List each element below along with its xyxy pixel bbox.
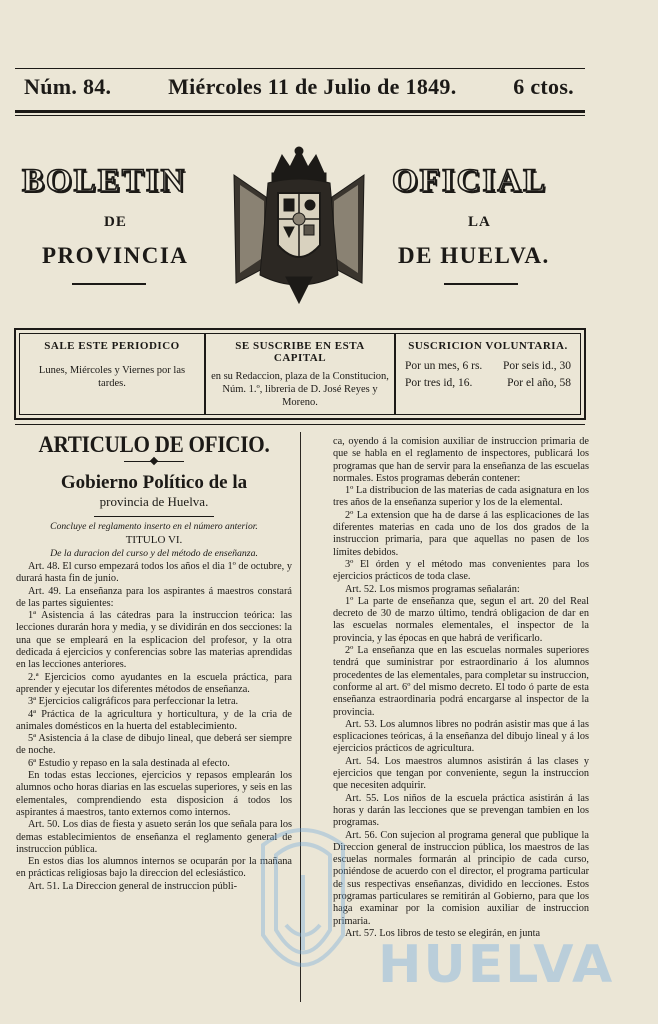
coat-of-arms-icon [226, 145, 372, 305]
paragraph: 3ª Ejercicios caligráficos para perfeccionar la letra. [28, 696, 239, 708]
prices-row-2 [401, 375, 575, 392]
paragraph: 2º La extension que ha de darse á las esplicaciones de las diferentes materias en cada uno de los dos grados de la instruccion primaria, para que aquellas no pasen de los límites debidos. [333, 509, 589, 558]
top-rule [15, 68, 585, 69]
subscription-col-where [206, 334, 396, 414]
price-one-month: Por un mes, 6 rs. [405, 360, 483, 372]
title-de-huelva: DE HUELVA. [398, 243, 550, 268]
paragraph: En estos dias los alumnos internos se ocuparán por la mañana en prácticas religiosas bajo la direccion del eclesiástico. [16, 856, 292, 880]
paragraph: 2º La enseñanza que en las escuelas normales superiores tendrá que suministrar por estraordinario á los alumnos procedentes de las elementales, para completar su instruccion, conforme al art. 6º del mismo decreto. El todo ó parte de esta enseñanza estraordinaria podrá encargarse al inspector de la provincia. [333, 645, 589, 718]
price-six-months: Por seis id., 30 [502, 360, 571, 372]
paragraph: 1º La distribucion de las materias de cada asignatura en los tres años de la enseñanza superior y los de la elemental. [333, 485, 589, 509]
paragraph: 5ª Asistencia á la clase de dibujo lineal, que deberá ser siempre de noche. [16, 733, 292, 757]
prices-heading: SUSCRICION VOLUNTARIA. [408, 340, 568, 352]
paragraph: Art. 53. Los alumnos libres no podrán asistir mas que á las esplicaciones teóricas, á la enseñanza del dibujo lineal y á los ejercicios prácticos de agricultura. [333, 718, 589, 755]
titulo-heading: TITULO VI. [125, 534, 183, 546]
paragraph: Art. 52. Los mismos programas señalarán: [345, 583, 520, 595]
paragraph: 1ª Asistencia á las cátedras para la instruccion teórica: las lecciones durarán hora y media, y se dividirán en dos secciones: la una que se empleará en la esplicacion del profesor, y la otra dedicada á ejercicios y conferencias sobre las materias aprendidas en las lecciones anteriores. [16, 610, 292, 671]
paragraph: 6ª Estudio y repaso en la sala destinada al efecto. [28, 757, 230, 769]
gobierno-heading: Gobierno Político de la [60, 472, 248, 493]
paragraph: 3º El órden y el método mas convenientes para los ejercicios prácticos de toda clase. [333, 558, 589, 583]
issue-price: 6 ctos. [513, 74, 574, 99]
paragraph: Art. 49. La enseñanza para los aspirantes á maestros constará de las partes siguientes: [16, 585, 292, 609]
price-three-months: Por tres id, 16. [405, 377, 473, 389]
gobierno-subheading: provincia de Huelva. [99, 494, 209, 509]
title-oficial: OFICIAL [392, 163, 548, 199]
dateline [24, 74, 574, 100]
heading-rule [94, 516, 214, 517]
title-boletin: BOLETIN [22, 163, 187, 199]
subscription-col-schedule [20, 334, 206, 414]
paragraph: 4ª Práctica de la agricultura y horticultura, y de la cria de animales domésticos en la huerta del establecimiento. [16, 708, 292, 732]
paragraph: Art. 57. Los libros de testo se elegirán, en junta [345, 927, 541, 939]
prices-row-1 [401, 358, 575, 375]
paragraph: Art. 56. Con sujecion al programa general que publique la Direccion general de instruccion pública, los maestros de las escuelas normales formarán al principio de cada curso, poniéndose de acuerdo con el director, el programa particular de sus respectivas enseñanzas, dividido en lecciones. Estos programas particulares se remitirán al Gobierno, para que los haga examinar por la comision auxiliar de instruccion primaria. [333, 829, 589, 927]
issue-number: Núm. 84. [24, 74, 112, 99]
paragraph: Art. 48. El curso empezará todos los años el dia 1º de octubre, y durará hasta fin de junio. [16, 561, 292, 585]
where-heading: SE SUSCRIBE EN ESTA CAPITAL [235, 340, 365, 364]
library-seal-icon [248, 815, 358, 1005]
issue-date: Miércoles 11 de Julio de 1849. [168, 74, 457, 99]
dateline-rule-thin [15, 115, 585, 116]
subscription-col-prices [396, 334, 580, 414]
intro-line: Concluye el reglamento inserto en el número anterior. [50, 521, 258, 532]
dateline-rule [15, 110, 585, 113]
paragraph: Art. 51. La Direccion general de instruccion públi- [28, 880, 238, 892]
right-column [333, 436, 589, 940]
watermark-text: HUELVA [378, 935, 615, 995]
paragraph: ca, oyendo á la comision auxiliar de instruccion primaria de que se habla en el reglamento de inspectores, publicará los programas que han de servir para la enseñanza de las escuelas normales. Estos programas deberán contener: [333, 436, 589, 484]
subscription-box [14, 328, 586, 420]
titulo-subtitle: De la duracion del curso y del método de enseñanza. [50, 548, 258, 559]
schedule-text: Lunes, Miércoles y Viernes por las tardes. [38, 365, 186, 389]
schedule-heading: SALE ESTE PERIODICO [44, 340, 180, 352]
paragraph: Art. 50. Los dias de fiesta y asueto serán los que señala para los demas establecimientos de enseñanza el reglamento general de instruccion pública. [16, 819, 292, 855]
paragraph: Art. 55. Los niños de la escuela práctica asistirán á las horas y darán las lecciones que se prevengan tambien en los programas. [333, 792, 589, 829]
title-underline-right [444, 283, 518, 285]
title-provincia: PROVINCIA [42, 243, 189, 268]
title-de: DE [104, 214, 127, 230]
section-ornament [124, 461, 184, 464]
title-la: LA [468, 214, 491, 230]
paragraph: 2.ª Ejercicios como ayudantes en la escuela práctica, para aprender y ejecutar los diferentes métodos de enseñanza. [16, 671, 292, 695]
section-title: ARTICULO DE OFICIO. [38, 432, 270, 457]
price-one-year: Por el año, 58 [507, 377, 571, 389]
paragraph: En todas estas lecciones, ejercicios y repasos emplearán los alumnos ocho horas diarias en las escuelas superiores, y seis en las elementales, comprendiendo esta disposicion á todos los aspirantes á maestros, tanto externos como internos. [16, 770, 292, 818]
where-text: en su Redaccion, plaza de la Constitucion, Núm. 1.º, libreria de D. José Reyes y Moreno. [211, 371, 389, 408]
title-underline-left [72, 283, 146, 285]
paragraph: 1º La parte de enseñanza que, segun el art. 20 del Real decreto de 30 de marzo último, tendrá obligacion de dar en las escuelas normales elementales, el inspector de la provincia, y las épocas en que habrá de verificarlo. [333, 595, 589, 644]
paragraph: Art. 54. Los maestros alumnos asistirán á las clases y ejercicios que tengan por conveniente, segun la instruccion que necesiten adquirir. [333, 755, 589, 792]
box-bottom-rule [15, 424, 585, 425]
